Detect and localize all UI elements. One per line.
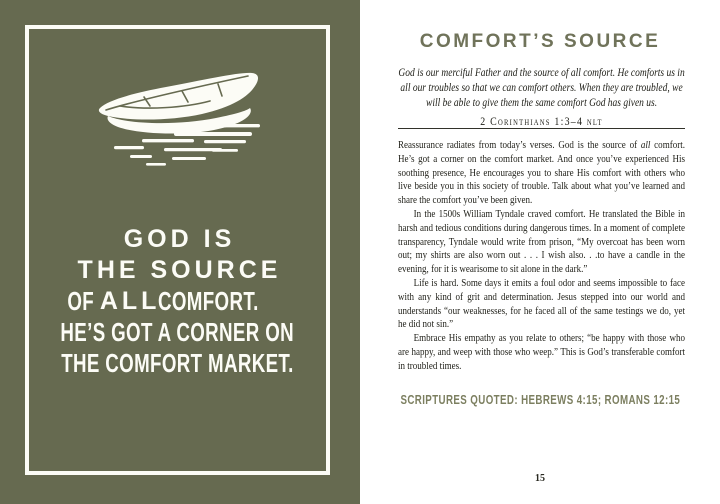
body-paragraph: Life is hard. Some days it emits a foul odor and seems impossible to face with any kind of grit and determination. Jesus stepped into our world and understands “our weaknesses, for he faced all of the same testings we do, yet he did not sin.” xyxy=(398,276,685,331)
chapter-title: COMFORT’S SOURCE xyxy=(419,31,661,52)
pull-quote-line xyxy=(25,317,330,348)
pull-quote xyxy=(25,224,330,379)
pull-quote-segment: THE SOURCE xyxy=(77,256,282,284)
pull-quote-line xyxy=(25,255,330,286)
section-divider xyxy=(398,128,685,129)
devotional-body xyxy=(398,139,685,374)
pull-quote-segment: COMFORT. xyxy=(158,286,260,316)
scripture-text: God is our merciful Father and the source of all comfort. He comforts us in all our troubles so that we can comfort others. When they are troubled, we will be able to give them the same comfort God has given us. xyxy=(398,67,685,109)
pull-quote-segment: HE’S GOT A CORNER ON xyxy=(60,317,295,347)
rowboat-icon xyxy=(86,66,274,168)
pull-quote-segment: THE COMFORT MARKET. xyxy=(61,348,294,378)
rowboat-illustration xyxy=(86,66,274,168)
body-paragraph: Embrace His empathy as you relate to others; “be happy with those who are happy, and weep with those who weep.” This is God’s transferable comfort in troubled times. xyxy=(398,332,685,372)
pull-quote-line xyxy=(25,286,330,317)
scripture-reference: 2 Corinthians 1:3–4 nlt xyxy=(480,114,603,128)
right-page xyxy=(360,0,720,504)
page-number: 15 xyxy=(535,473,545,484)
body-paragraph: Reassurance radiates from today’s verses. God is the source of all comfort. He’s got a corner on the comfort market. And once you’ve experienced His soothing presence, He encourages you to share His comfort with others who live beside you in this society of trouble. Talk about what you’ve learned and share the comfort you’ve been given. xyxy=(398,139,685,207)
scriptures-quoted-footer: SCRIPTURES QUOTED: HEBREWS 4:15; ROMANS 12:15 xyxy=(400,393,680,407)
scripture-quote xyxy=(398,66,685,129)
pull-quote-segment: OF xyxy=(67,286,94,316)
pull-quote-line xyxy=(25,224,330,255)
pull-quote-segment: ALL xyxy=(99,287,161,315)
pull-quote-line xyxy=(25,348,330,379)
pull-quote-segment: GOD IS xyxy=(123,225,236,253)
body-paragraph: In the 1500s William Tyndale craved comfort. He translated the Bible in harsh and tedious conditions during dangerous times. In a moment of complete transparency, Tyndale would write from prison, “My overcoat has been worn out; my shirts are also worn out . . . I wish also. . .to have a candle in the evening, for it is wearisome to sit alone in the dark.” xyxy=(398,207,685,276)
